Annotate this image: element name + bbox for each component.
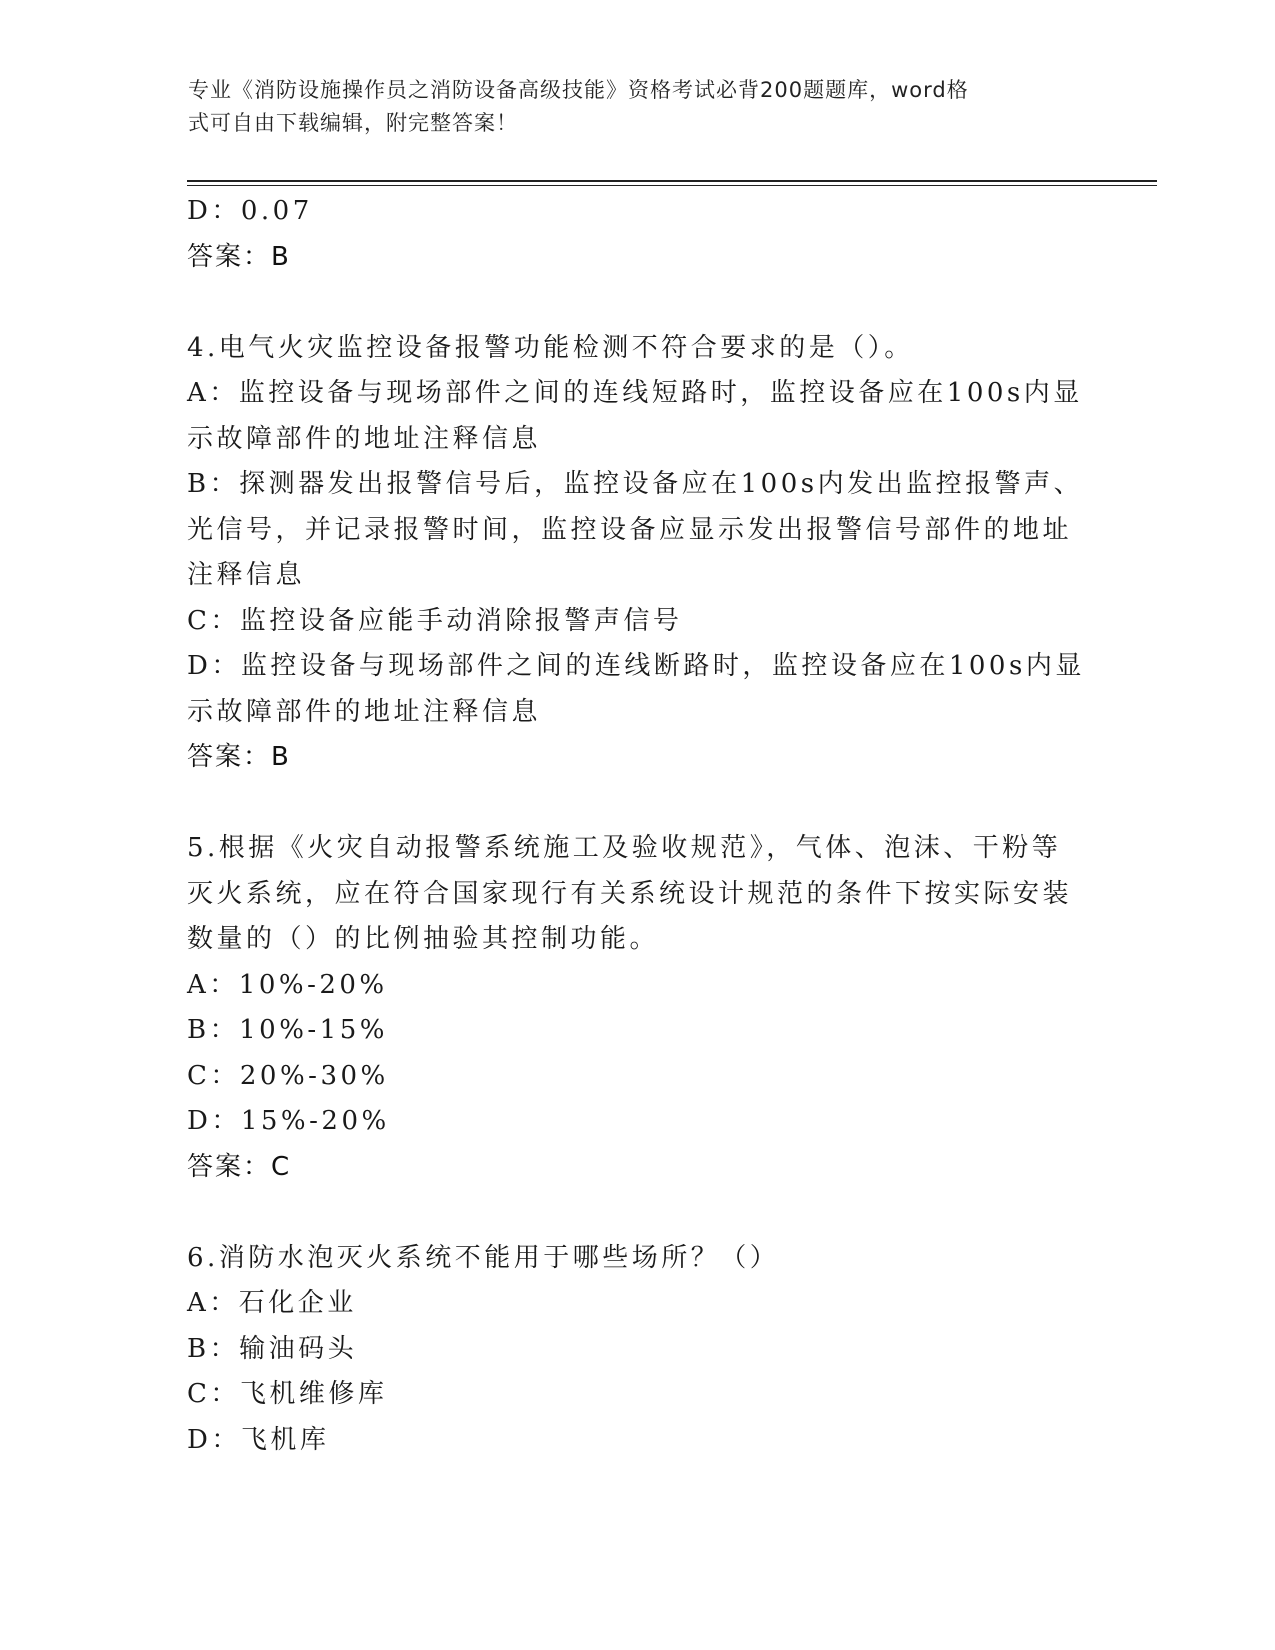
option-b-continued-2: 注释信息 bbox=[187, 560, 306, 590]
spacer bbox=[187, 1190, 1067, 1236]
option-d-continued: 示故障部件的地址注释信息 bbox=[187, 696, 542, 727]
option-a: A：10%-20% bbox=[187, 969, 388, 1000]
option-c: C：监控设备应能手动消除报警声信号 bbox=[187, 605, 683, 636]
header-title-line-2: 式可自由下载编辑，附完整答案！ bbox=[188, 111, 518, 135]
question-5 bbox=[187, 826, 1073, 1190]
option-d: D：0.07 bbox=[187, 196, 313, 226]
option-a: A：石化企业 bbox=[187, 1288, 357, 1318]
option-d: D：飞机库 bbox=[187, 1424, 330, 1455]
option-a: A：监控设备与现场部件之间的连线短路时，监控设备应在100s内显 bbox=[187, 378, 1083, 408]
question-text: 5.根据《火灾自动报警系统施工及验收规范》，气体、泡沫、干粉等 bbox=[187, 833, 1062, 863]
question-text-continued-2: 数量的（）的比例抽验其控制功能。 bbox=[187, 924, 660, 954]
option-d: D：监控设备与现场部件之间的连线断路时，监控设备应在100s内显 bbox=[187, 651, 1085, 681]
question-6 bbox=[187, 1236, 1067, 1464]
header-title-line-1: 专业《消防设施操作员之消防设备高级技能》资格考试必背200题题库，word格 bbox=[188, 78, 969, 102]
option-c: C：飞机维修库 bbox=[187, 1379, 388, 1409]
spacer bbox=[187, 280, 1067, 326]
answer: 答案：C bbox=[187, 1151, 292, 1182]
option-b: B：探测器发出报警信号后，监控设备应在100s内发出监控报警声、 bbox=[187, 469, 1084, 499]
option-b: B：10%-15% bbox=[187, 1015, 388, 1045]
document-header bbox=[188, 74, 1068, 140]
question-text: 4.电气火灾监控设备报警功能检测不符合要求的是（）。 bbox=[187, 332, 914, 363]
option-d: D：15%-20% bbox=[187, 1106, 390, 1136]
option-a-continued: 示故障部件的地址注释信息 bbox=[187, 423, 542, 454]
document-body bbox=[187, 189, 1085, 1463]
answer: 答案：B bbox=[187, 241, 291, 272]
answer: 答案：B bbox=[187, 742, 291, 772]
option-c: C：20%-30% bbox=[187, 1060, 389, 1091]
spacer bbox=[187, 781, 1067, 827]
header-divider-thin bbox=[187, 185, 1157, 186]
question-text: 6.消防水泡灭火系统不能用于哪些场所？（） bbox=[187, 1242, 780, 1273]
option-b-continued: 光信号，并记录报警时间，监控设备应显示发出报警信号部件的地址 bbox=[187, 514, 1073, 545]
question-text-continued: 灭火系统，应在符合国家现行有关系统设计规范的条件下按实际安装 bbox=[187, 878, 1073, 909]
question-3-tail bbox=[187, 189, 1067, 280]
question-4 bbox=[187, 326, 1085, 781]
header-divider bbox=[187, 180, 1157, 182]
option-b: B：输油码头 bbox=[187, 1333, 358, 1364]
